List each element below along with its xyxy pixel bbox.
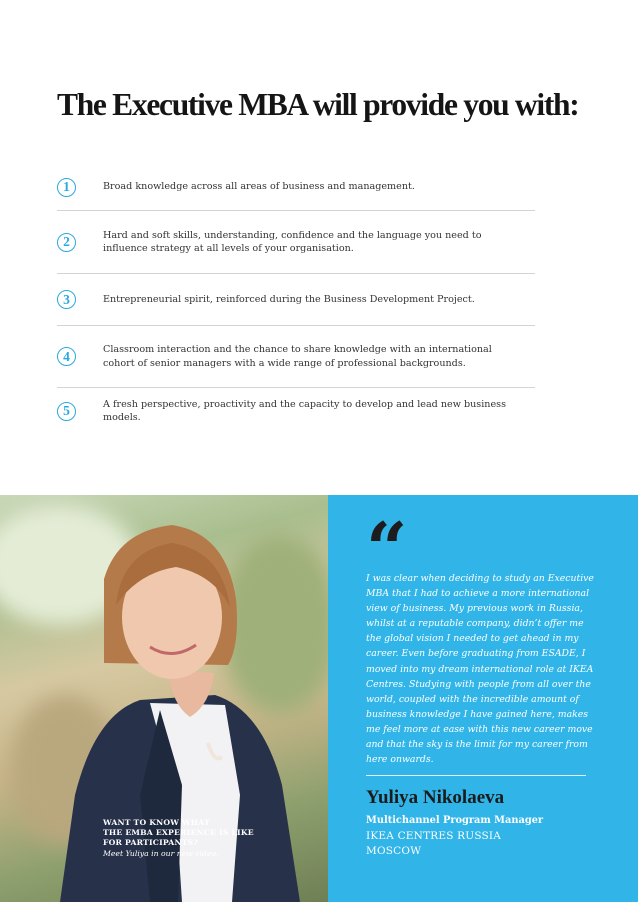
benefit-item: [57, 388, 535, 434]
person-city: MOSCOW: [366, 845, 422, 857]
number-badge: 5: [57, 402, 76, 421]
benefit-item: [57, 274, 535, 326]
testimonial-panel: [328, 495, 638, 902]
promo-subtitle: Meet Yuliya in our new video.: [103, 848, 219, 858]
benefit-item: [57, 211, 535, 274]
benefit-text: Entrepreneurial spirit, reinforced during the Business Development Project.: [103, 293, 475, 305]
person-role: Multichannel Program Manager: [366, 815, 544, 826]
promo-line: FOR PARTICIPANTS?: [103, 838, 199, 848]
quote-mark-icon: “: [366, 506, 408, 591]
number-badge: 3: [57, 290, 76, 309]
benefit-text: Broad knowledge across all areas of business and management.: [103, 181, 415, 193]
divider: [366, 775, 586, 776]
person-company: IKEA CENTRES RUSSIA: [366, 830, 502, 842]
number-badge: 2: [57, 233, 76, 252]
benefit-text: Hard and soft skills, understanding, confidence and the language you need to influence strategy at all levels of your organisation.: [103, 229, 482, 254]
portrait-photo: [0, 495, 328, 902]
benefits-list: [57, 164, 535, 434]
testimonial-quote: I was clear when deciding to study an Executive MBA that I had to achieve a more international view of business. My previous work in Russia, whilst at a reputable company, didn’t offer me the global vision I needed to get ahead in my career. Even before graduating from ESADE, I moved into my dream international role at IKEA Centres. Studying with people from all over the world, coupled with the incredible amount of business knowledge I have gained here, makes me feel more at ease with this new career move and that the sky is the limit for my career from here onwards.: [366, 573, 594, 766]
number-badge: 4: [57, 347, 76, 366]
benefit-text: A fresh perspective, proactivity and the capacity to develop and lead new business models.: [103, 398, 506, 423]
number-badge: 1: [57, 178, 76, 197]
benefit-text: Classroom interaction and the chance to share knowledge with an international cohort of senior managers with a wide range of professional backgrounds.: [103, 344, 492, 369]
video-promo[interactable]: [103, 818, 254, 859]
promo-line: WANT TO KNOW WHAT: [103, 818, 210, 827]
page-title: The Executive MBA will provide you with:: [57, 87, 579, 122]
benefit-item: [57, 164, 535, 211]
promo-line: THE EMBA EXPERIENCE IS LIKE: [103, 828, 254, 838]
person-name: Yuliya Nikolaeva: [366, 787, 505, 808]
benefit-item: [57, 326, 535, 388]
